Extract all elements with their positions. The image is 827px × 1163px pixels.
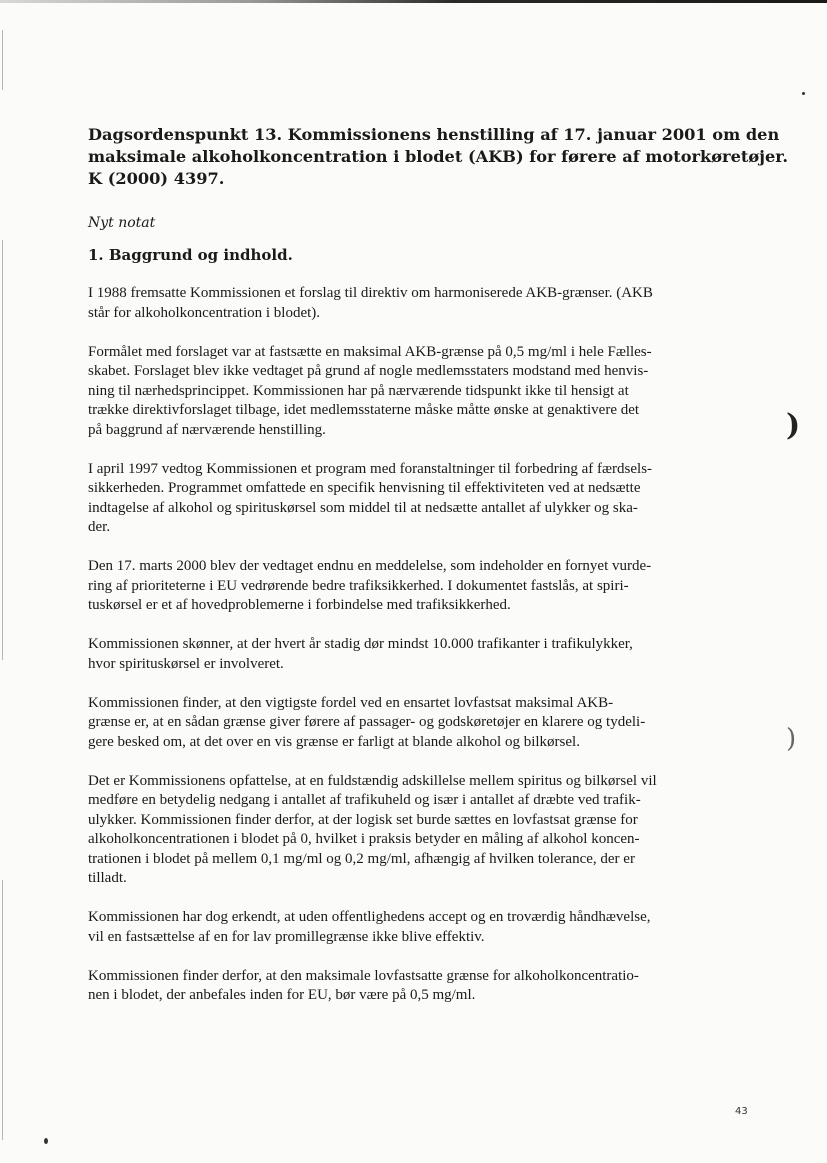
scan-mark	[2, 240, 3, 660]
paragraph-line: medføre en betydelig nedgang i antallet af trafikuheld og især i antallet af dræbte ved trafik-	[88, 792, 641, 808]
paragraph-line: Formålet med forslaget var at fastsætte en maksimal AKB-grænse på 0,5 mg/ml i hele Fælles-	[88, 343, 652, 360]
margin-bracket-mark: )	[786, 724, 797, 754]
body-paragraph	[88, 967, 758, 1006]
paragraph-line: hvor spirituskørsel er involveret.	[88, 655, 284, 672]
body-paragraph	[88, 635, 758, 674]
paragraph-line: tuskørsel er et af hovedproblemerne i forbindelse med trafiksikkerhed.	[88, 597, 511, 613]
body-paragraph	[88, 772, 758, 889]
paragraph-line: ulykker. Kommissionen finder derfor, at der logisk set burde sættes en lovfastsat grænse for	[88, 811, 638, 828]
paragraph-line: Det er Kommissionens opfattelse, at en fuldstændig adskillelse mellem spiritus og bilkørsel vil	[88, 772, 657, 789]
paragraph-line: I april 1997 vedtog Kommissionen et program med foranstaltninger til forbedring af færdsels-	[88, 460, 653, 477]
paragraph-line: trække direktivforslaget tilbage, idet medlemsstaterne måske måtte ønske at genaktivere det	[88, 402, 640, 418]
paragraph-line: står for alkoholkoncentration i blodet).	[88, 304, 321, 321]
paragraph-line: Den 17. marts 2000 blev der vedtaget endnu en meddelelse, som indeholder en fornyet vurde-	[88, 558, 652, 574]
body-paragraph	[88, 460, 758, 538]
paragraph-line: ring af prioriteterne i EU vedrørende bedre trafiksikkerhed. I dokumentet fastslås, at spiri-	[88, 577, 629, 594]
paragraph-line: alkoholkoncentrationen i blodet på 0, hvilket i praksis betyder en måling af alkohol koncen-	[88, 831, 640, 847]
body-text	[88, 284, 758, 1006]
scan-mark	[2, 880, 3, 1140]
paragraph-line: Kommissionen finder derfor, at den maksimale lovfastsatte grænse for alkoholkoncentratio-	[88, 967, 639, 984]
paragraph-line: sikkerheden. Programmet omfattede en specifik henvisning til effektiviteten ved at nedsætte	[88, 480, 641, 496]
body-paragraph	[88, 908, 758, 947]
paragraph-line: skabet. Forslaget blev ikke vedtaget på grund af nogle medlemsstaters modstand med henvis-	[88, 363, 649, 379]
paragraph-line: Kommissionen finder, at den vigtigste fordel ved en ensartet lovfastsat maksimal AKB-	[88, 694, 614, 711]
title-line: maksimale alkoholkoncentration i blodet (AKB) for førere af motorkøretøjer.	[88, 147, 788, 166]
scan-speck	[802, 92, 805, 95]
paragraph-line: Kommissionen har dog erkendt, at uden offentlighedens accept og en troværdig håndhævelse,	[88, 909, 651, 925]
paragraph-line: ning til nærhedsprincippet. Kommissionen har på nærværende tidspunkt ikke til hensigt at	[88, 382, 629, 399]
section-heading: 1. Baggrund og indhold.	[88, 246, 293, 264]
body-paragraph	[88, 343, 758, 441]
margin-bracket-mark: )	[786, 408, 801, 443]
top-edge-rule	[0, 0, 827, 3]
paragraph-line: vil en fastsættelse af en for lav promillegrænse ikke blive effektiv.	[88, 928, 485, 945]
body-paragraph	[88, 284, 758, 323]
paragraph-line: I 1988 fremsatte Kommissionen et forslag til direktiv om harmoniserede AKB-grænser. (AKB	[88, 285, 653, 301]
scan-speck	[44, 1138, 48, 1144]
paragraph-line: tilladt.	[88, 870, 127, 886]
document-subtitle: Nyt notat	[88, 215, 156, 231]
paragraph-line: på baggrund af nærværende henstilling.	[88, 421, 326, 438]
paragraph-line: nen i blodet, der anbefales inden for EU, bør være på 0,5 mg/ml.	[88, 987, 476, 1003]
paragraph-line: der.	[88, 519, 111, 535]
body-paragraph	[88, 694, 758, 753]
paragraph-line: grænse er, at en sådan grænse giver førere af passager- og godskøretøjer en klarere og tydeli-	[88, 714, 646, 730]
paragraph-line: indtagelse af alkohol og spirituskørsel som middel til at nedsætte antallet af ulykker og ska-	[88, 499, 638, 516]
document-title	[88, 124, 788, 190]
title-line: Dagsordenspunkt 13. Kommissionens henstilling af 17. januar 2001 om den	[88, 125, 780, 144]
page-number: 43	[735, 1106, 748, 1117]
paragraph-line: Kommissionen skønner, at der hvert år stadig dør mindst 10.000 trafikanter i trafikulykker,	[88, 636, 633, 652]
title-line: K (2000) 4397.	[88, 169, 225, 188]
paragraph-line: trationen i blodet på mellem 0,1 mg/ml og 0,2 mg/ml, afhængig af hvilken tolerance, der er	[88, 850, 635, 867]
scan-mark	[2, 30, 3, 90]
paragraph-line: gere besked om, at det over en vis grænse er farligt at blande alkohol og bilkørsel.	[88, 733, 580, 750]
body-paragraph	[88, 557, 758, 616]
document-page	[88, 124, 788, 1025]
